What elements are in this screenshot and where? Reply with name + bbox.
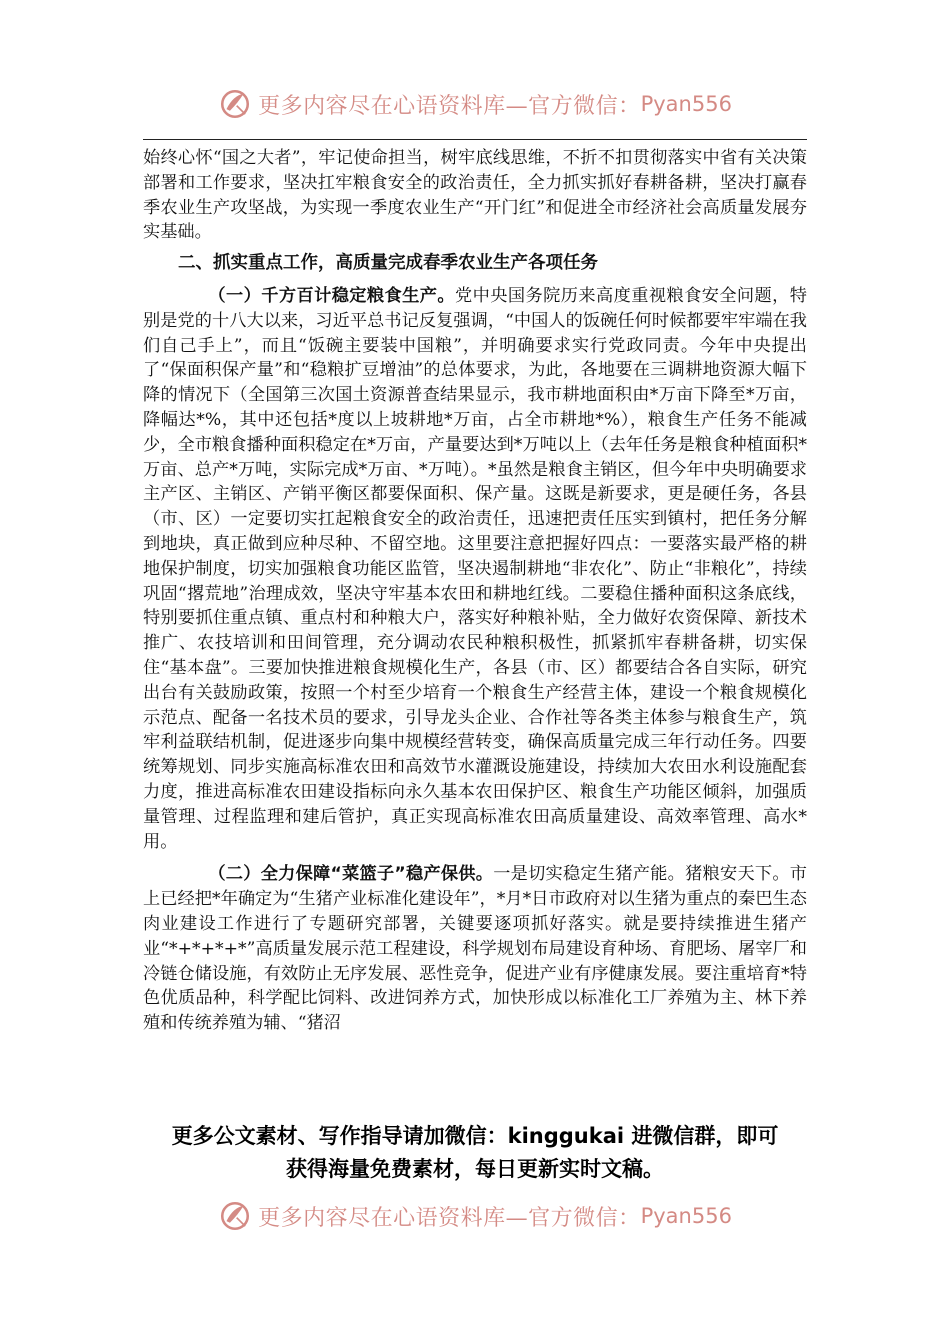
paragraph-intro: 始终心怀“国之大者”，牢记使命担当，树牢底线思维，不折不扣贯彻落实中省有关决策部署和工作要求，坚决扛牢粮食安全的政治责任，全力抓实抓好春耕备耕，坚决打赢春季农业生产攻坚战，为实现一季度农业生产“开门红”和促进全市经济社会高质量发展夯实基础。 bbox=[143, 148, 807, 243]
promo-line-2: 获得海量免费素材，每日更新实时文稿。 bbox=[286, 1157, 664, 1181]
promo-notice bbox=[143, 1120, 807, 1186]
paragraph-grain bbox=[143, 284, 807, 854]
paragraph-grain-text: 党中央国务院历来高度重视粮食安全问题，特别是党的十八大以来，习近平总书记反复强调，“中国人的饭碗任何时候都要牢牢端在我们自己手上”，而且“饭碗主要装中国粮”，并明确要求实行党政同责。今年中央提出了“保面积保产量”和“稳粮扩豆增油”的总体要求，为此，各地要在三调耕地资源大幅下降的情况下（全国第三次国土资源普查结果显示，我市耕地面积由*万亩下降至*万亩，降幅达*%，其中还包括*度以上坡耕地*万亩，占全市耕地*%），粮食生产任务不能减少，全市粮食播种面积稳定在*万亩，产量要达到*万吨以上（去年任务是粮食种植面积*万亩、总产*万吨，实际完成*万亩、*万吨）。*虽然是粮食主销区，但今年中央明确要求主产区、主销区、产销平衡区都要保面积、保产量。这既是新要求，更是硬任务，各县（市、区）一定要切实扛起粮食安全的政治责任，迅速把责任压实到镇村，把任务分解到地块，真正做到应种尽种、不留空地。这里要注意把握好四点：一要落实最严格的耕地保护制度，切实加强粮食功能区监管，坚决遏制耕地“非农化”、防止“非粮化”，持续巩固“撂荒地”治理成效，坚决守牢基本农田和耕地红线。二要稳住播种面积这条底线，特别要抓住重点镇、重点村和种粮大户，落实好种粮补贴，全力做好农资保障、新技术推广、农技培训和田间管理，充分调动农民种粮积极性，抓紧抓牢春耕备耕，切实保住“基本盘”。三要加快推进粮食规模化生产，各县（市、区）都要结合各自实际，研究出台有关鼓励政策，按照一个村至少培育一个粮食生产经营主体，建设一个粮食规模化示范点、配备一名技术员的要求，引导龙头企业、合作社等各类主体参与粮食生产，筑牢利益联结机制，促进逐步向集中规模经营转变，确保高质量完成三年行动任务。四要统筹规划、同步实施高标准农田和高效节水灌溉设施建设，持续加大农田水利设施配套力度，推进高标准农田建设指标向永久基本农田保护区、粮食生产功能区倾斜，加强质量管理、过程监理和建后管护，真正实现高标准农田高质量建设、高效率管理、高水*用。 bbox=[143, 285, 807, 852]
footer-banner-text: 更多内容尽在心语资料库—官方微信： bbox=[258, 1205, 641, 1231]
header-divider bbox=[143, 139, 807, 140]
footer-banner bbox=[0, 1196, 950, 1236]
footer-banner-id: Pyan556 bbox=[640, 1204, 732, 1228]
document-body bbox=[143, 146, 807, 1036]
logo-icon bbox=[218, 1199, 252, 1233]
footer-banner-row bbox=[0, 1196, 950, 1236]
header-banner-text: 更多内容尽在心语资料库—官方微信： bbox=[258, 93, 641, 119]
paragraph-vegetable-lead: （二）全力保障“菜篮子”稳产保供。 bbox=[208, 864, 494, 885]
header-banner bbox=[0, 84, 950, 124]
paragraph-vegetable bbox=[143, 862, 807, 1036]
logo-icon bbox=[218, 87, 252, 121]
header-banner-row bbox=[0, 84, 950, 124]
paragraph-grain-lead: （一）千方百计稳定粮食生产。 bbox=[208, 285, 456, 306]
section-heading: 二、抓实重点工作，高质量完成春季农业生产各项任务 bbox=[178, 253, 598, 274]
promo-line-1: 更多公文素材、写作指导请加微信：kinggukai 进微信群，即可 bbox=[171, 1124, 779, 1148]
header-banner-id: Pyan556 bbox=[640, 92, 732, 116]
paragraph-vegetable-text: 一是切实稳定生猪产能。猪粮安天下。市上已经把*年确定为“生猪产业标准化建设年”，*月*日市政府对以生猪为重点的秦巴生态肉业建设工作进行了专题研究部署，关键要逐项抓好落实。就是要持续推进生猪产业“*+*+*+*”高质量发展示范工程建设，科学规划布局建设育种场、育肥场、屠宰厂和冷链仓储设施，有效防止无序发展、恶性竞争，促进产业有序健康发展。要注重培育*特色优质品种，科学配比饲料、改进饲养方式，加快形成以标准化工厂养殖为主、林下养殖和传统养殖为辅、“猪沼 bbox=[143, 864, 807, 1034]
